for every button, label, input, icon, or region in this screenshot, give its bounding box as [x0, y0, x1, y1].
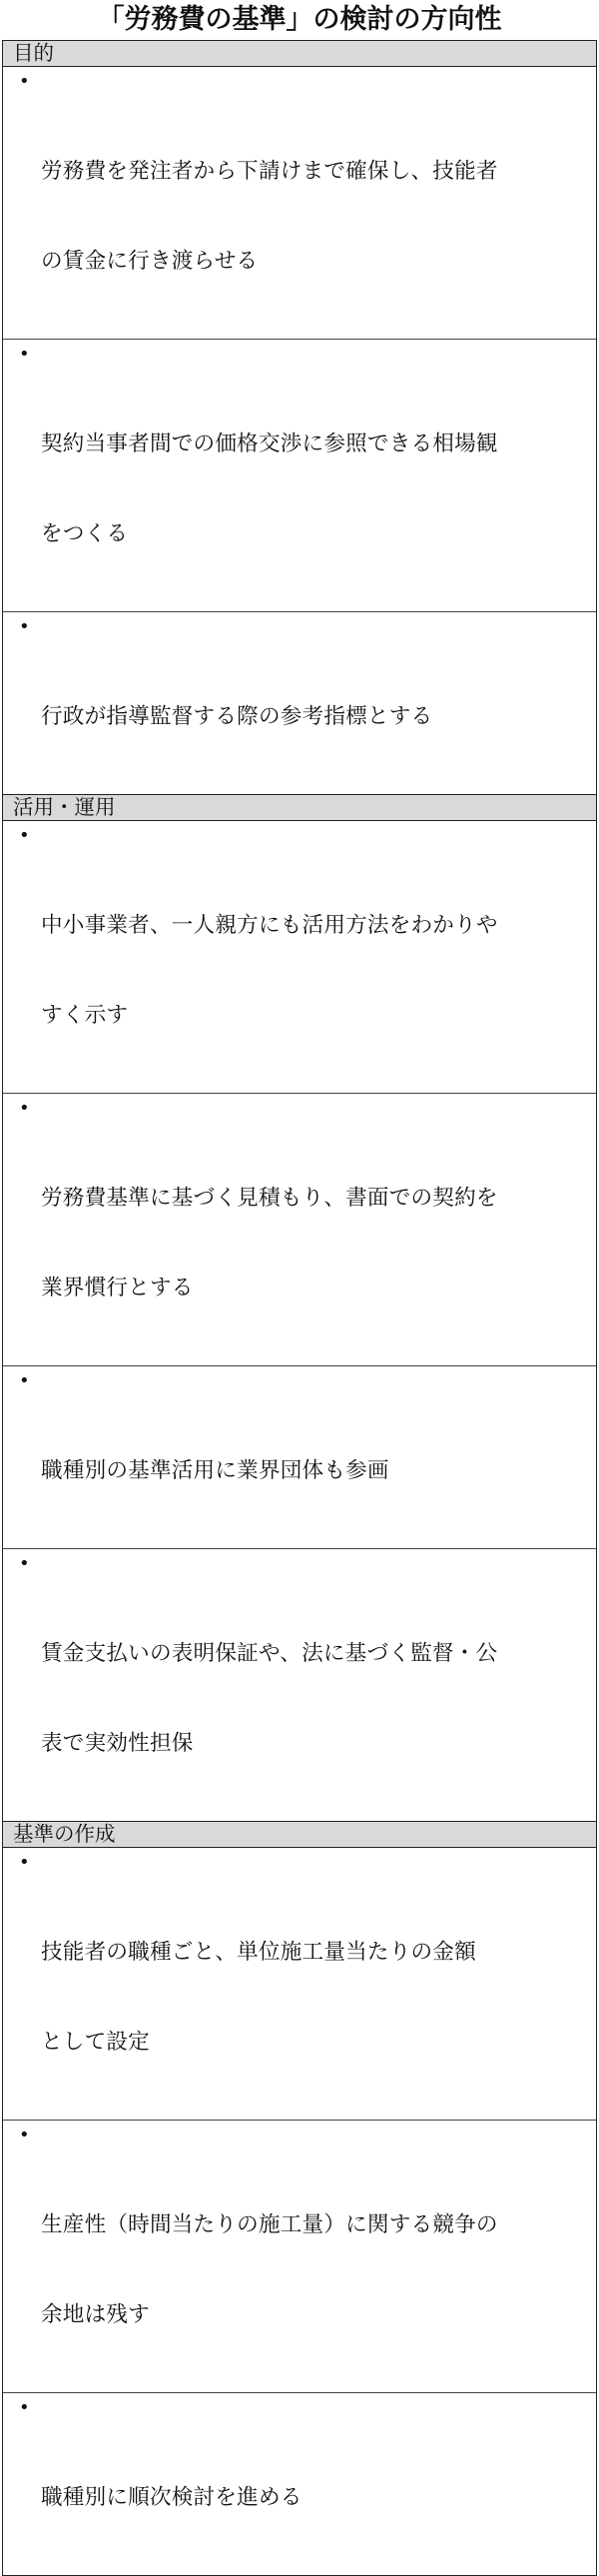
item-text-line: 労務費を発注者から下請けまで確保し、技能者 — [41, 159, 498, 184]
section-header: 目的 — [3, 41, 596, 67]
list-item — [3, 1848, 596, 2121]
section-header: 基準の作成 — [3, 1822, 596, 1848]
item-text-line: 職種別に順次検討を進める — [41, 2485, 302, 2510]
item-text-line: 職種別の基準活用に業界団体も参画 — [41, 1458, 389, 1483]
bullet-icon: • — [19, 71, 30, 92]
item-text-line: 表で実効性担保 — [41, 1731, 194, 1756]
item-text-line: 業界慣行とする — [41, 1276, 194, 1300]
list-item — [3, 1366, 596, 1549]
section-usage — [3, 795, 596, 1822]
item-text-line: 賃金支払いの表明保証や、法に基づく監督・公 — [41, 1641, 498, 1666]
item-text-line: 労務費基準に基づく見積もり、書面での契約を — [41, 1186, 498, 1211]
item-text-line: として設定 — [41, 2030, 150, 2055]
item-text-line: すく示す — [41, 1003, 129, 1028]
item-text-line: 契約当事者間での価格交渉に参照できる相場観 — [41, 431, 498, 456]
item-text-line: 中小事業者、一人親方にも活用方法をわかりや — [41, 913, 498, 938]
list-item — [3, 1549, 596, 1822]
bullet-icon: • — [19, 344, 30, 365]
bullet-icon: • — [19, 1553, 30, 1574]
section-purpose — [3, 41, 596, 795]
list-item — [3, 2393, 596, 2575]
item-text-line: 生産性（時間当たりの施工量）に関する競争の — [41, 2212, 498, 2237]
item-text-line: 行政が指導監督する際の参考指標とする — [41, 704, 433, 729]
list-item — [3, 1094, 596, 1366]
item-text-line: 技能者の職種ごと、単位施工量当たりの金額 — [41, 1940, 476, 1965]
bullet-icon: • — [19, 2125, 30, 2146]
bullet-icon: • — [19, 2397, 30, 2418]
list-item — [3, 821, 596, 1094]
list-item — [3, 2121, 596, 2393]
list-item — [3, 612, 596, 795]
section-standard-creation — [3, 1822, 596, 2575]
bullet-icon: • — [19, 616, 30, 637]
bullet-icon: • — [19, 1098, 30, 1119]
page-title: 「労務費の基準」の検討の方向性 — [97, 4, 502, 35]
item-text-line: の賃金に行き渡らせる — [41, 249, 259, 274]
item-text-line: をつくる — [41, 521, 129, 546]
policy-table — [2, 40, 597, 2576]
bullet-icon: • — [19, 1852, 30, 1873]
bullet-icon: • — [19, 1370, 30, 1391]
list-item — [3, 67, 596, 340]
item-text-line: 余地は残す — [41, 2302, 150, 2327]
list-item — [3, 340, 596, 612]
section-header: 活用・運用 — [3, 795, 596, 821]
bullet-icon: • — [19, 825, 30, 846]
